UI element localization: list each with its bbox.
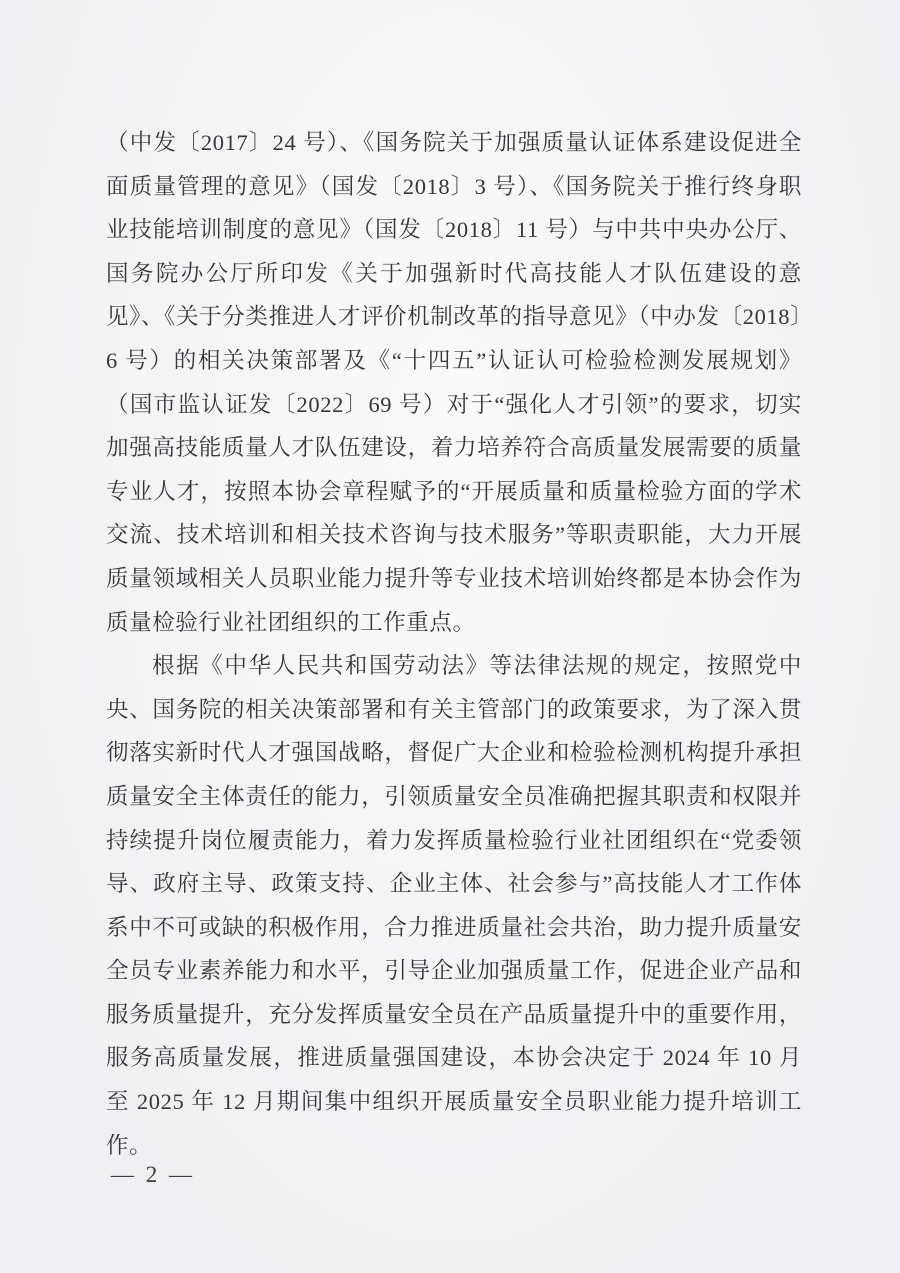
- page-number: — 2 —: [111, 1162, 195, 1187]
- paragraph-policy-basis: （中发〔2017〕24 号）、《国务院关于加强质量认证体系建设促进全面质量管理的意见》（国发〔2018〕3 号）、《国务院关于推行终身职业技能培训制度的意见》（国发〔2018〕11 号）与中共中央办公厅、国务院办公厅所印发《关于加强新时代高技能人才队伍建设的意见》、《关于分类推进人才评价机制改革的指导意见》（中办发〔2018〕6 号）的相关决策部署及《“十四五”认证认可检验检测发展规划》（国市监认证发〔2022〕69 号）对于“强化人才引领”的要求，切实加强高技能质量人才队伍建设，着力培养符合高质量发展需要的质量专业人才，按照本协会章程赋予的“开展质量和质量检验方面的学术交流、技术培训和相关技术咨询与技术服务”等职责职能，大力开展质量领域相关人员职业能力提升等专业技术培训始终都是本协会作为质量检验行业社团组织的工作重点。: [106, 130, 802, 635]
- document-body: [106, 121, 802, 1167]
- paragraph-training-decision: 根据《中华人民共和国劳动法》等法律法规的规定，按照党中央、国务院的相关决策部署和有关主管部门的政策要求，为了深入贯彻落实新时代人才强国战略，督促广大企业和检验检测机构提升承担质量安全主体责任的能力，引领质量安全员准确把握其职责和权限并持续提升岗位履责能力，着力发挥质量检验行业社团组织在“党委领导、政府主导、政策支持、企业主体、社会参与”高技能人才工作体系中不可或缺的积极作用，合力推进质量社会共治，助力提升质量安全员专业素养能力和水平，引导企业加强质量工作，促进企业产品和服务质量提升，充分发挥质量安全员在产品质量提升中的重要作用，服务高质量发展，推进质量强国建设，本协会决定于 2024 年 10 月至 2025 年 12 月期间集中组织开展质量安全员职业能力提升培训工作。: [106, 653, 802, 1158]
